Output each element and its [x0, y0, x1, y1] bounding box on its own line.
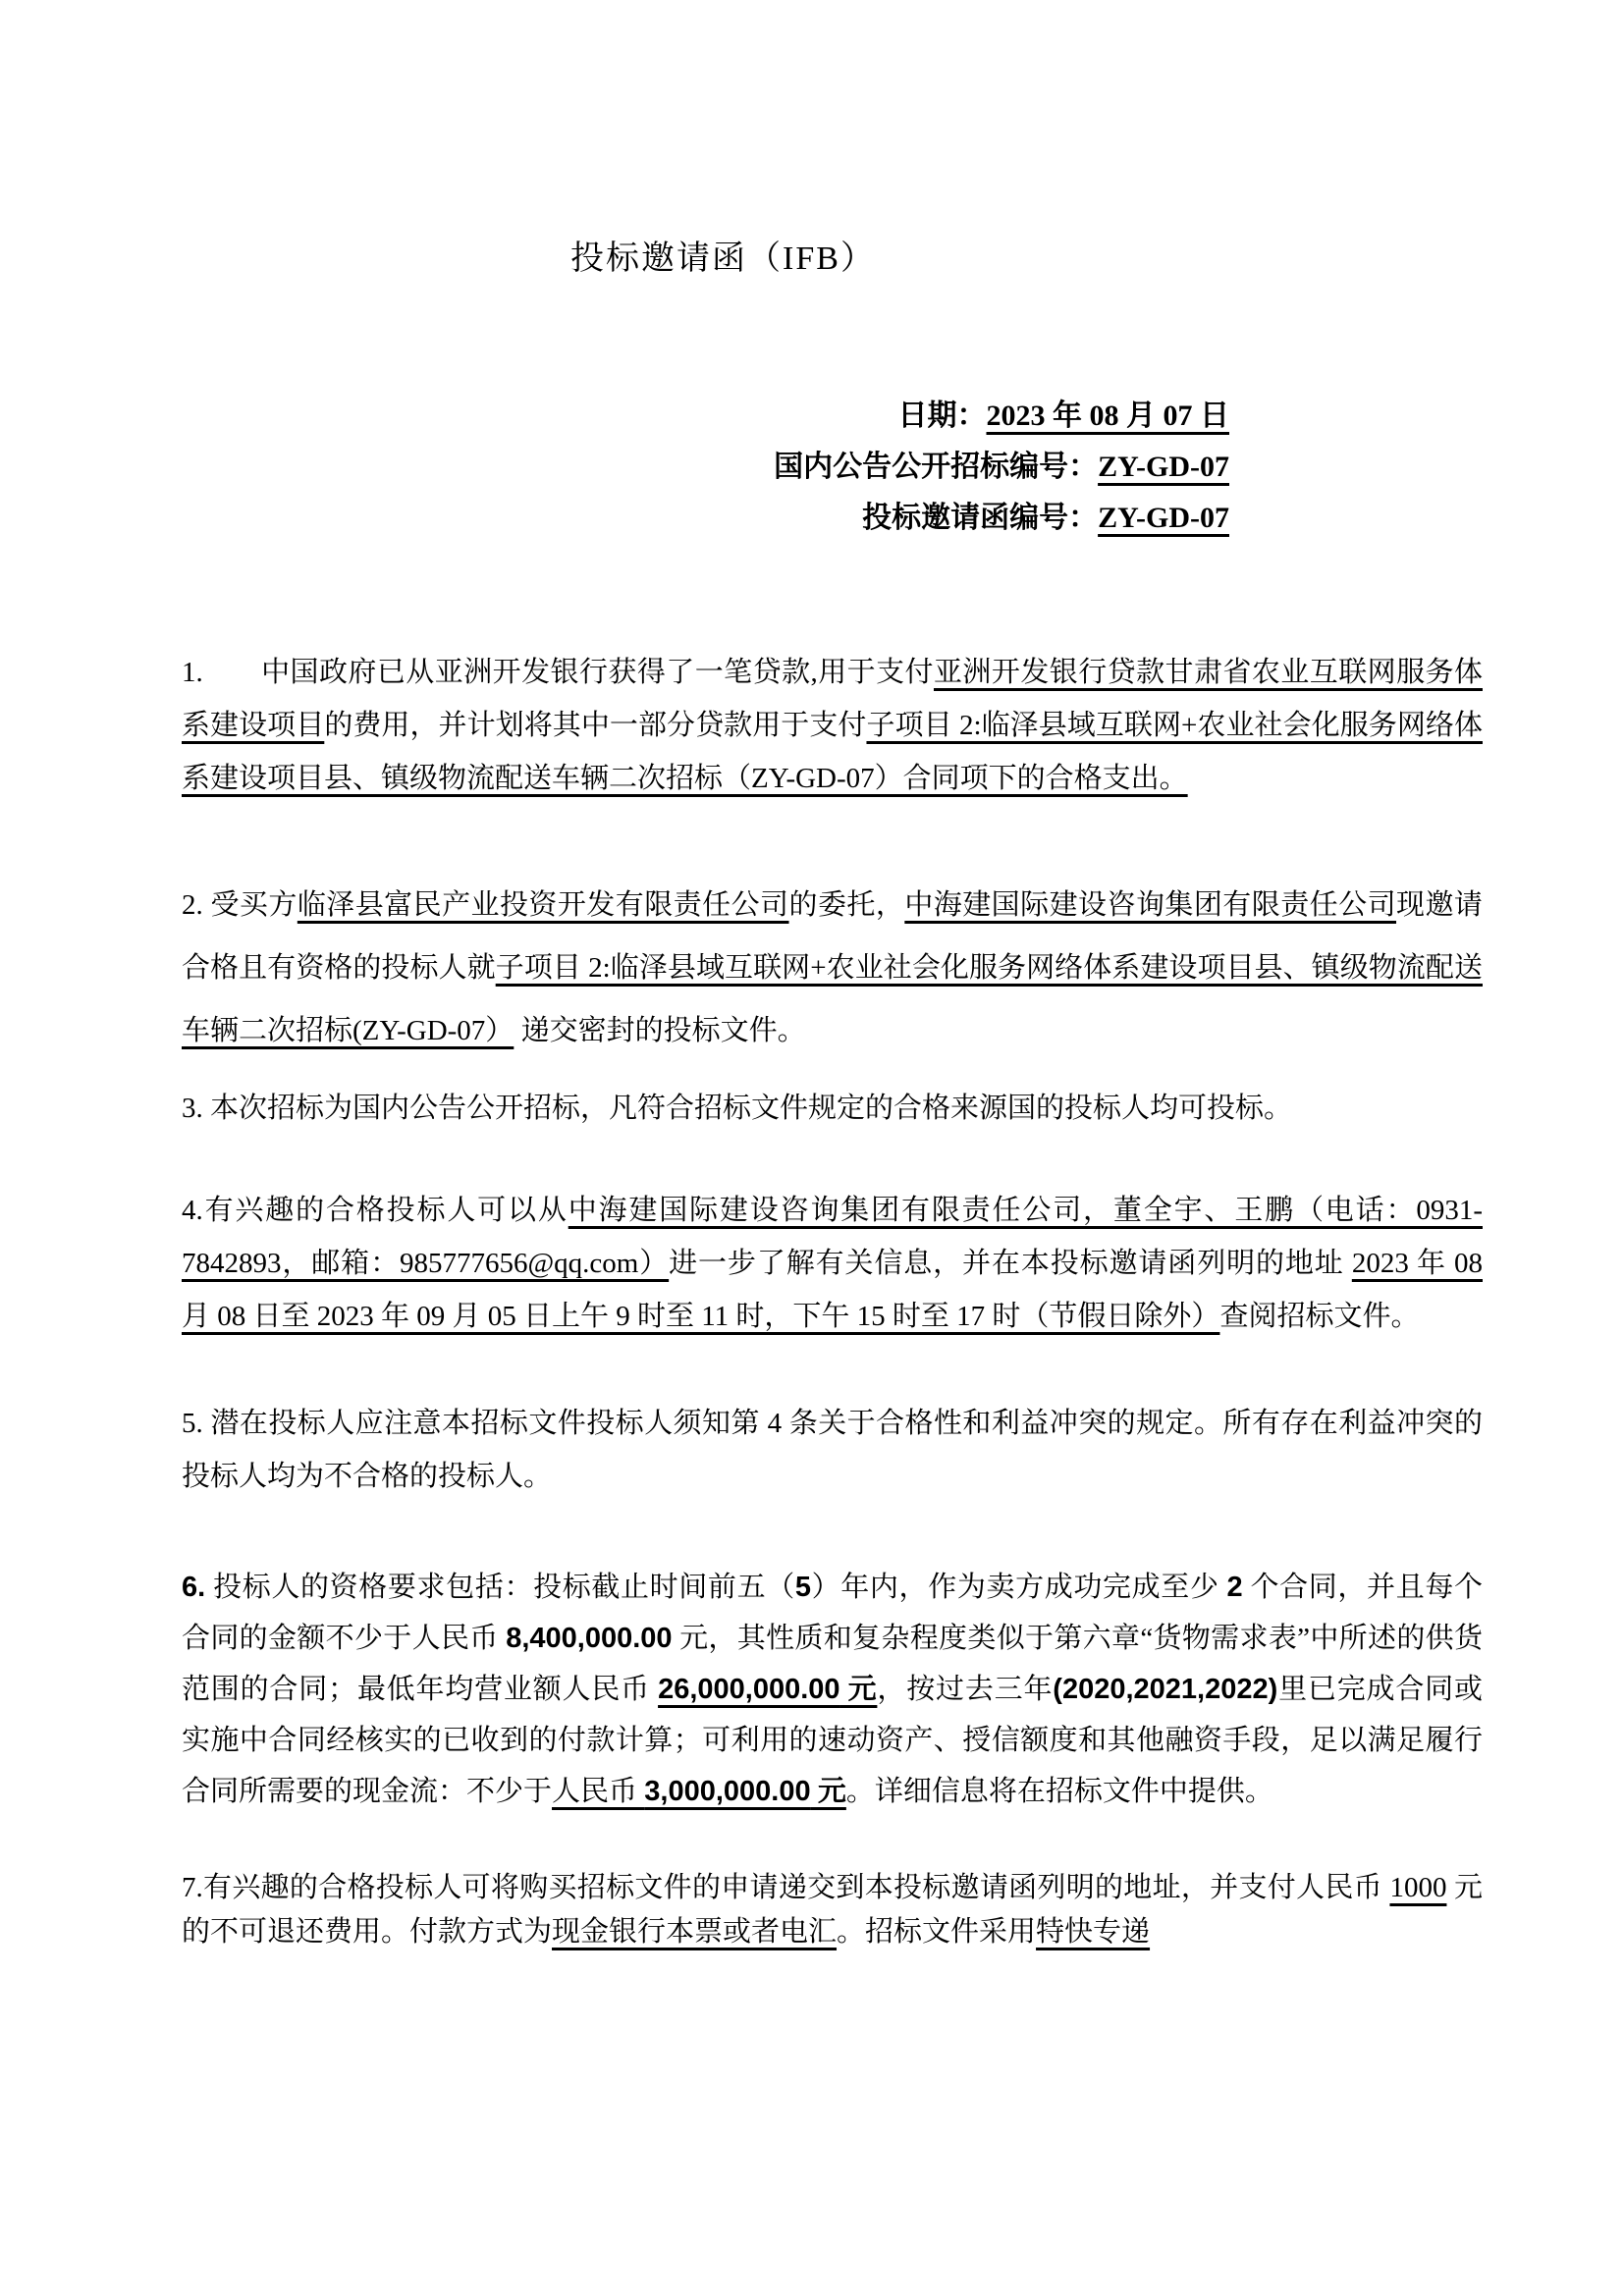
text-segment: 元，其性质和复杂程度类似于第六章“货物需求表”中所述的供货范围的合同；最低年均营业额人民币: [182, 1623, 1483, 1705]
text-segment: 。招标文件采用: [837, 1916, 1037, 1948]
meta-date-label: 日期：: [897, 400, 987, 432]
text-segment: 特快专递: [1036, 1916, 1151, 1948]
text-segment: 查阅招标文件。: [1219, 1301, 1420, 1332]
text-segment: 1. 中国政府已从亚洲开发银行获得了一笔贷款,用于支付: [182, 657, 934, 688]
text-segment: 3. 本次招标为国内公告公开招标，凡符合招标文件规定的合格来源国的投标人均可投标。: [182, 1093, 1293, 1124]
text-segment: 亚洲开发银行贷款甘肃省农业互联网服务体系建设项目: [182, 657, 1483, 741]
text-segment: 5. 潜在投标人应注意本招标文件投标人须知第 4 条关于合格性和利益冲突的规定。所有存在利益冲突的投标人均为不合格的投标人。: [182, 1408, 1483, 1492]
text-segment: 1000: [1389, 1872, 1447, 1903]
paragraph-1: [182, 646, 1483, 805]
text-segment: 元的不可退还费用。付款方式为: [182, 1872, 1483, 1948]
text-segment: 。详细信息将在招标文件中提供。: [845, 1776, 1273, 1807]
text-segment: 子项目 2:临泽县域互联网+农业社会化服务网络体系建设项目县、镇级物流配送车辆二次招标（ZY-GD-07）合同项下的合格支出。: [182, 710, 1483, 794]
text-segment: 5: [794, 1572, 811, 1603]
text-segment: 投标人的资格要求包括：投标截止时间前五（: [205, 1572, 795, 1603]
meta-date: [182, 391, 1229, 442]
text-segment: ）年内，作为卖方成功完成至少: [811, 1572, 1227, 1603]
text-segment: 递交密封的投标文件。: [514, 1015, 806, 1046]
meta-tender-number: [182, 442, 1229, 493]
text-segment: 中海建国际建设咨询集团有限责任公司: [904, 889, 1397, 921]
text-segment: ，按过去三年: [877, 1674, 1054, 1705]
text-segment: 子项目 2:临泽县域互联网+农业社会化服务网络体系建设项目县、镇级物流配送车辆二次招标(ZY-GD-07）: [182, 952, 1483, 1046]
text-segment: 元: [839, 1674, 878, 1705]
text-segment: 里已完成合同或实施中合同经核实的已收到的付款计算；可利用的速动资产、授信额度和其他融资手段，足以满足履行合同所需要的现金流：不少于: [182, 1674, 1483, 1807]
text-segment: 8,400,000.00: [506, 1623, 673, 1654]
paragraph-3: [182, 1082, 1483, 1135]
text-segment: 3,000,000.00: [644, 1776, 811, 1807]
text-segment: 的委托，: [788, 889, 905, 921]
text-segment: 26,000,000.00: [658, 1674, 840, 1705]
paragraph-2: [182, 874, 1483, 1062]
text-segment: 现金银行本票或者电汇: [552, 1916, 838, 1948]
meta-tender-number-value: ZY-GD-07: [1098, 451, 1229, 483]
paragraph-5: [182, 1397, 1483, 1503]
text-segment: 7.有兴趣的合格投标人可将购买招标文件的申请递交到本投标邀请函列明的地址，并支付人民币: [182, 1872, 1390, 1903]
text-segment: 6.: [182, 1572, 206, 1603]
text-segment: 2. 受买方: [182, 889, 298, 921]
meta-ifb-number-label: 投标邀请函编号：: [862, 502, 1099, 534]
text-segment: (2020,2021,2022): [1053, 1674, 1278, 1705]
meta-block: [182, 391, 1483, 544]
text-segment: 进一步了解有关信息，并在本投标邀请函列明的地址: [669, 1248, 1352, 1279]
paragraph-4: [182, 1184, 1483, 1343]
text-segment: 2023 年 08 月 08 日至 2023 年 09 月 05 日上午 9 时至 11 时，下午 15 时至 17 时（节假日除外）: [182, 1248, 1483, 1332]
text-segment: 的费用，并计划将其中一部分贷款用于支付: [324, 710, 867, 741]
text-segment: 元: [810, 1776, 846, 1807]
text-segment: 个合同，并且每个合同的金额不少于人民币: [182, 1572, 1483, 1654]
meta-ifb-number: [182, 493, 1229, 544]
meta-tender-number-label: 国内公告公开招标编号：: [774, 451, 1099, 483]
paragraph-7: [182, 1866, 1483, 1954]
text-segment: 现邀请合格且有资格的投标人就: [182, 889, 1483, 984]
text-segment: 2: [1226, 1572, 1243, 1603]
document-title: 投标邀请函（IFB）: [570, 240, 876, 277]
text-segment: 中海建国际建设咨询集团有限责任公司，董全宇、王鹏（电话：0931-7842893，邮箱：985777656@qq.com）: [182, 1195, 1483, 1279]
document-body: [182, 646, 1483, 1954]
text-segment: 人民币: [552, 1776, 645, 1807]
text-segment: 4.有兴趣的合格投标人可以从: [182, 1195, 568, 1226]
paragraph-6: [182, 1562, 1483, 1817]
meta-date-value: 2023 年 08 月 07 日: [986, 400, 1229, 432]
text-segment: 临泽县富民产业投资开发有限责任公司: [297, 889, 789, 921]
meta-ifb-number-value: ZY-GD-07: [1098, 502, 1229, 534]
